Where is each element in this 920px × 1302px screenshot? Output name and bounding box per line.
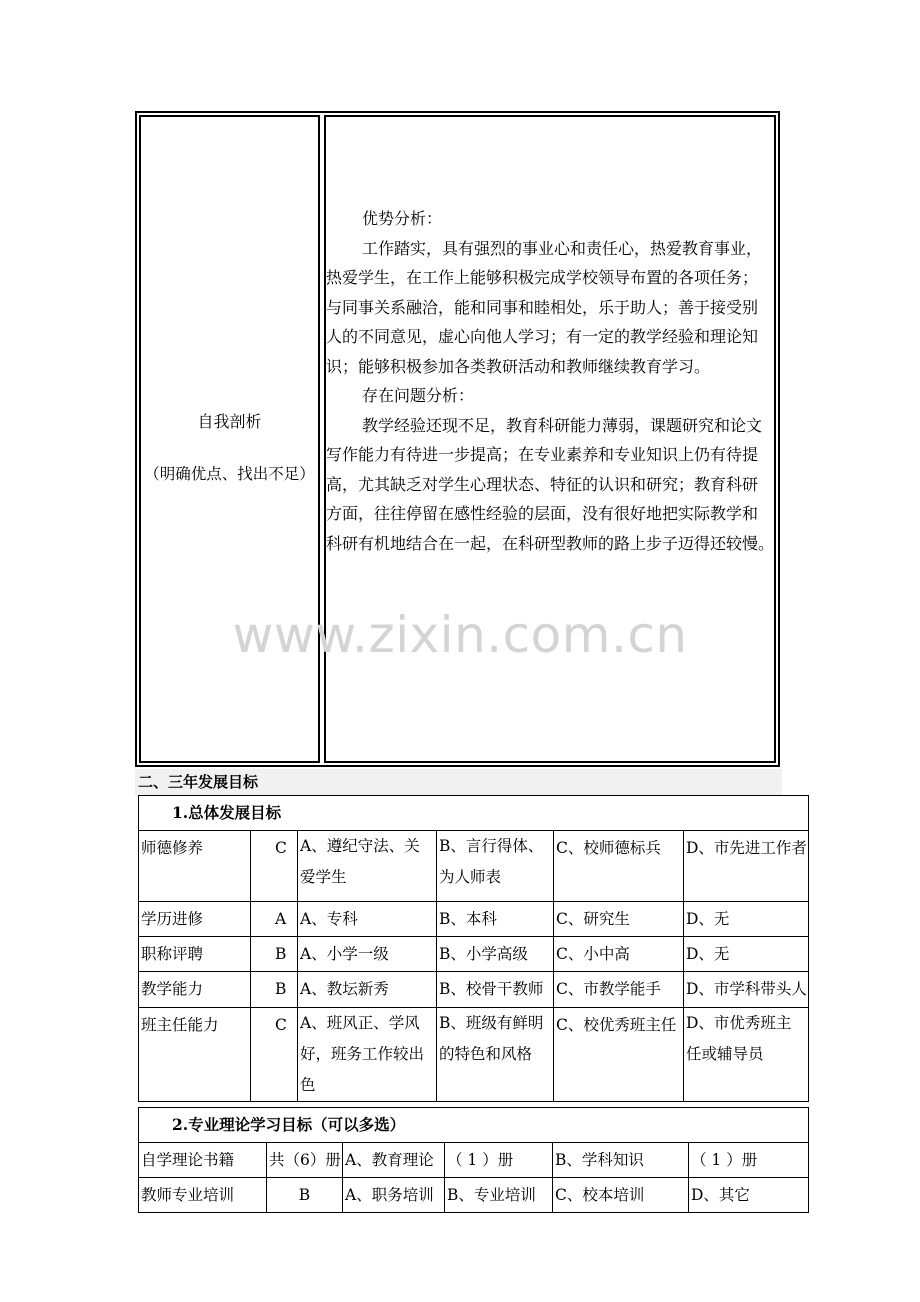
training-choice: B: [267, 1178, 343, 1213]
study-item: 教师专业培训: [139, 1178, 267, 1213]
overall-goals-heading: 1.总体发展目标: [139, 796, 809, 831]
self-analysis-label: 自我剖析: [197, 412, 262, 431]
goal-option-a: A、专科: [298, 902, 437, 937]
books-option-a: A、教育理论: [343, 1143, 445, 1178]
goal-choice: B: [251, 937, 298, 972]
problems-heading: 存在问题分析：: [362, 386, 475, 405]
self-analysis-table: [135, 111, 780, 767]
self-analysis-text: [326, 204, 782, 558]
paragraph-line: 与同事关系融洽，能和同事和睦相处，乐于助人；善于接受别: [326, 297, 759, 317]
section-title: 二、三年发展目标: [135, 769, 782, 795]
paragraph-line: 识；能够积极参加各类教研活动和教师继续教育学习。: [326, 356, 711, 376]
goal-option-d: D、无: [684, 902, 809, 937]
goal-option-c: C、校师德标兵: [554, 831, 684, 902]
goal-option-b: B、本科: [437, 902, 554, 937]
study-item: 自学理论书籍: [139, 1143, 267, 1178]
paragraph-line: 教学经验还现不足，教育科研能力薄弱，课题研究和论文: [362, 415, 763, 435]
goal-option-d: D、市学科带头人: [684, 972, 809, 1008]
goal-option-b: B、小学高级: [437, 937, 554, 972]
goal-option-a: A、班风正、学风好，班务工作较出色: [298, 1008, 437, 1102]
goal-choice: C: [251, 831, 298, 902]
books-total: 共（6）册: [267, 1143, 343, 1178]
goal-option-b: B、校骨干教师: [437, 972, 554, 1008]
training-option-b: B、专业培训: [445, 1178, 553, 1213]
books-option-a-count: （ 1 ）册: [445, 1143, 553, 1178]
study-goals-heading: 2.专业理论学习目标（可以多选）: [139, 1108, 809, 1143]
goal-option-d: D、市优秀班主任或辅导员: [684, 1008, 809, 1102]
goal-option-a: A、遵纪守法、关爱学生: [298, 831, 437, 902]
paragraph-line: 方面，往往停留在感性经验的层面，没有很好地把实际教学和: [326, 504, 759, 523]
paragraph-line: 热爱学生，在工作上能够积极完成学校领导布置的各项任务；: [326, 268, 759, 287]
goal-option-b: B、班级有鲜明的特色和风格: [437, 1008, 554, 1102]
paragraph-line: 工作踏实，具有强烈的事业心和责任心，热爱教育事业，: [362, 238, 763, 258]
goal-option-d: D、无: [684, 937, 809, 972]
goal-option-a: A、教坛新秀: [298, 972, 437, 1008]
goal-option-c: C、市教学能手: [554, 972, 684, 1008]
paragraph-line: 人的不同意见，虚心向他人学习；有一定的教学经验和理论知: [326, 327, 759, 346]
goal-option-c: C、研究生: [554, 902, 684, 937]
goal-option-a: A、小学一级: [298, 937, 437, 972]
self-analysis-content-cell: [324, 115, 776, 763]
watermark: www.zixin.com.cn: [232, 606, 688, 664]
goal-choice: C: [251, 1008, 298, 1102]
books-option-b-count: （ 1 ）册: [689, 1143, 809, 1178]
paragraph-line: 高，尤其缺乏对学生心理状态、特征的认识和研究；教育科研: [326, 474, 759, 494]
paragraph-line: 写作能力有待进一步提高；在专业素养和专业知识上仍有待提: [326, 445, 759, 464]
training-option-a: A、职务培训: [343, 1178, 445, 1213]
books-option-b: B、学科知识: [553, 1143, 689, 1178]
goal-choice: B: [251, 972, 298, 1008]
goal-option-b: B、言行得体、为人师表: [437, 831, 554, 902]
paragraph-line: 科研有机地结合在一起，在科研型教师的路上步子迈得还较慢。: [326, 533, 775, 553]
study-goals-table: [138, 1107, 809, 1213]
self-analysis-label-cell: [139, 115, 320, 763]
goal-option-c: C、校优秀班主任: [554, 1008, 684, 1102]
training-option-d: D、其它: [689, 1178, 809, 1213]
goal-item: 学历进修: [139, 902, 251, 937]
strengths-heading: 优势分析：: [362, 209, 443, 228]
goal-option-d: D、市先进工作者: [684, 831, 809, 902]
goal-item: 师德修养: [139, 831, 251, 902]
goal-option-c: C、小中高: [554, 937, 684, 972]
self-analysis-sublabel: （明确优点、找出不足）: [144, 465, 315, 483]
overall-goals-table: [138, 795, 809, 1102]
training-option-c: C、校本培训: [553, 1178, 689, 1213]
goal-choice: A: [251, 902, 298, 937]
goal-item: 职称评聘: [139, 937, 251, 972]
goal-item: 班主任能力: [139, 1008, 251, 1102]
goal-item: 教学能力: [139, 972, 251, 1008]
